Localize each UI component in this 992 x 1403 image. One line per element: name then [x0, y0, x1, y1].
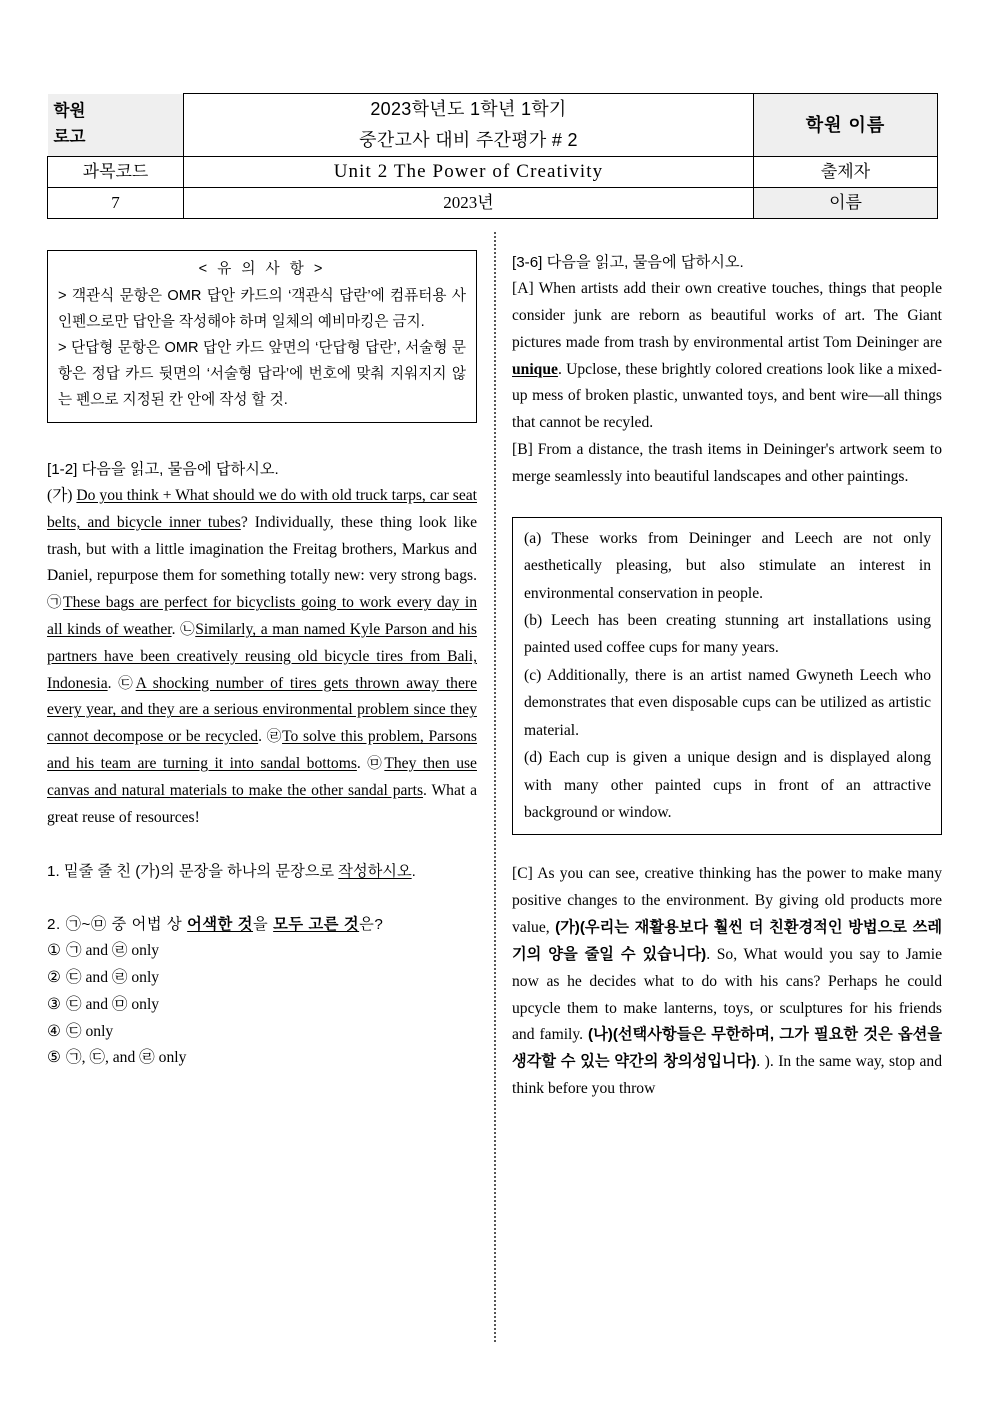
spacer [512, 491, 942, 517]
paragraph-a-post: . Upclose, these brightly colored creations look like a mixed-up mess of broken plastic, unwanted toys, and bent wire—all things that cannot be recyled. [512, 360, 942, 432]
passage-ga [47, 483, 477, 832]
marker-b-icon: ㉡ [180, 622, 196, 639]
option-number-3: ③ [47, 995, 61, 1013]
option-text-5: ㉠, ㉢, and ㉣ only [65, 1049, 187, 1067]
paragraph-a [512, 276, 942, 437]
header-row-year [48, 187, 938, 218]
exam-header-table [47, 93, 938, 219]
spacer [47, 885, 477, 911]
exam-title-line-1: 2023학년도 1학년 1학기 [370, 99, 567, 119]
question-2-option-3[interactable] [47, 992, 477, 1019]
passage-seg-2: ? Individually, these thing look like trash, but with a little imagination the Freitag brothers, Markus and Daniel, repurpose them for something totally new: very strong bags. [47, 513, 477, 585]
marker-e-icon: ㉤ [367, 756, 385, 773]
exam-title-line-2: 중간고사 대비 주간평가 # 2 [359, 129, 578, 150]
marker-a-icon: ㉠ [47, 595, 64, 612]
paragraph-c-seg-1: [C] As you can see, creative thinking has the power to make many positive changes to the environment. By giving old products more value, [512, 865, 942, 937]
logo-line-2: 로고 [53, 127, 86, 146]
header-row-unit [48, 156, 938, 187]
paragraph-c-seg-3: . ). In the same way, stop and think before you throw [512, 1053, 942, 1097]
question-1-stem [47, 858, 477, 885]
option-number-2: ② [47, 969, 61, 987]
passage-seg-10: . [356, 755, 368, 773]
question-2-underline-2: 모두 고른 것 [273, 915, 360, 933]
logo-line-1: 학원 [53, 102, 86, 121]
question-2-underline-1: 어색한 것 [187, 915, 254, 933]
left-instruction: [1-2] 다음을 읽고, 물음에 답하시오. [47, 460, 279, 478]
writer-label: 출제자 [754, 156, 938, 187]
question-2-option-1[interactable] [47, 938, 477, 965]
question-2-option-5[interactable] [47, 1045, 477, 1072]
passage-seg-12: . What a great reuse of resources! [47, 781, 477, 826]
paragraph-c [512, 861, 942, 1102]
question-1-number: 1. [47, 862, 60, 880]
paragraph-a-pre: [A] When artists add their own creative touches, things that people consider junk are reborn as beautiful works of art. The Giant pictures made from trash by environmental artist Tom Deininger are [512, 280, 942, 351]
passage-underline-1: Do you think + What should we do with old truck tarps, car seat belts, and bicycle inner tubes [47, 486, 477, 531]
academy-name-cell: 학원 이름 [754, 94, 938, 157]
statement-a: (a) These works from Deininger and Leech are not only aesthetically pleasing, but also stimulate an interest in environmental conservation in people. [524, 529, 931, 602]
passage-seg-4: . [171, 621, 181, 639]
passage-seg-8: . [258, 728, 267, 746]
statement-b: (b) Leech has been creating stunning art installations using painted used coffee cups for many years. [524, 611, 931, 657]
subject-code-value: 7 [48, 187, 184, 218]
option-number-4: ④ [47, 1022, 61, 1040]
option-number-5: ⑤ [47, 1049, 61, 1067]
option-text-3: ㉢ and ㉤ only [65, 995, 160, 1013]
passage-underline-7: A shocking number of tires gets thrown away there every year, and they are a serious environmental problem since they cannot decompose or be recycled [47, 674, 478, 746]
passage-underline-3: These bags are perfect for bicyclists going to work every day in all kinds of weather [47, 594, 478, 639]
header-row-title [48, 94, 938, 157]
passage-seg-6: . [107, 674, 119, 692]
question-2-mid: 을 [253, 915, 274, 933]
passage-underline-11: They then use canvas and natural materials to make the other sandal parts [47, 755, 477, 799]
question-1-text-2: . [411, 862, 416, 880]
question-1-text-1: 밑줄 줄 친 (가)의 문장을 하나의 문장으로 [63, 862, 339, 880]
exam-title-cell [184, 94, 754, 157]
paragraph-b: [B] From a distance, the trash items in Deininger's artwork seem to merge seamlessly into beautiful landscapes and other paintings. [512, 441, 942, 485]
statement-c: (c) Additionally, there is an artist named Gwyneth Leech who demonstrates that even disposable cups can be utilized as artistic material. [524, 666, 931, 739]
option-number-1: ① [47, 942, 61, 960]
notice-line-2: > 단답형 문항은 OMR 답안 카드 앞면의 ‘단답형 답란’, 서술형 문항은 정답 카드 뒷면의 ‘서술형 답라’에 번호에 맞춰 지워지지 않는 펜으로 지정된 칸 안에 작성 할 것. [58, 339, 466, 408]
paragraph-c-seg-2: . So, What would you say to Jamie now as he decides what to do with his cans? Perhaps he could upcycle them to make lanterns, toys, or sculptures for his friends and family. [512, 945, 942, 1044]
notice-title: < 유 의 사 항 > [198, 261, 326, 277]
question-2-suffix: 은? [359, 915, 384, 933]
question-2-option-4[interactable] [47, 1019, 477, 1046]
paragraph-c-korean-2: (나)(선택사항들은 무한하며, 그가 필요한 것은 옵션을 생각할 수 있는 약간의 창의성입니다) [512, 1026, 942, 1071]
academy-logo-cell [48, 94, 184, 157]
question-2-prefix: ㉠~㉤ 중 어법 상 [65, 915, 188, 933]
marker-c-icon: ㉢ [118, 675, 136, 692]
statement-choice-box [512, 517, 942, 836]
spacer [47, 832, 477, 858]
subject-code-label: 과목코드 [48, 156, 184, 187]
right-column [512, 250, 942, 1103]
spacer [512, 835, 942, 861]
notice-box [47, 250, 477, 423]
option-text-2: ㉢ and ㉣ only [65, 969, 160, 987]
passage-underline-5: Similarly, a man named Kyle Parson and his partners have been creatively reusing old bicycle tires from Bali, Indonesia [47, 621, 478, 692]
spacer [47, 423, 477, 457]
question-2-option-2[interactable] [47, 965, 477, 992]
notice-line-1: > 객관식 문항은 OMR 답안 카드의 ‘객관식 답란’에 컴퓨터용 사인펜으로만 답안을 작성해야 하며 일체의 예비마킹은 금지. [58, 287, 466, 330]
student-name-label: 이름 [754, 187, 938, 218]
option-text-1: ㉠ and ㉣ only [65, 942, 160, 960]
exam-year: 2023년 [184, 187, 754, 218]
statement-d: (d) Each cup is given a unique design and is displayed along with many other painted cups in front of an attractive background or window. [524, 749, 931, 822]
passage-label: (가) [47, 486, 73, 504]
unit-title: Unit 2 The Power of Creativity [184, 156, 754, 187]
paragraph-a-underline: unique [512, 360, 558, 378]
question-1-underline: 작성하시오 [338, 862, 412, 880]
marker-d-icon: ㉣ [266, 729, 283, 746]
question-2-stem [47, 911, 477, 938]
left-column [47, 250, 477, 1072]
option-text-4: ㉢ only [65, 1022, 114, 1040]
paragraph-c-korean-1: (가)(우리는 재활용보다 훨씬 더 친환경적인 방법으로 쓰레기의 양을 줄일 수 있습니다) [512, 919, 942, 963]
passage-underline-9: To solve this problem, Parsons and his team are turning it into sandal bottoms [47, 728, 478, 773]
right-instruction: [3-6] 다음을 읽고, 물음에 답하시오. [512, 254, 744, 271]
column-divider [494, 232, 496, 1342]
question-2-number: 2. [47, 915, 61, 933]
